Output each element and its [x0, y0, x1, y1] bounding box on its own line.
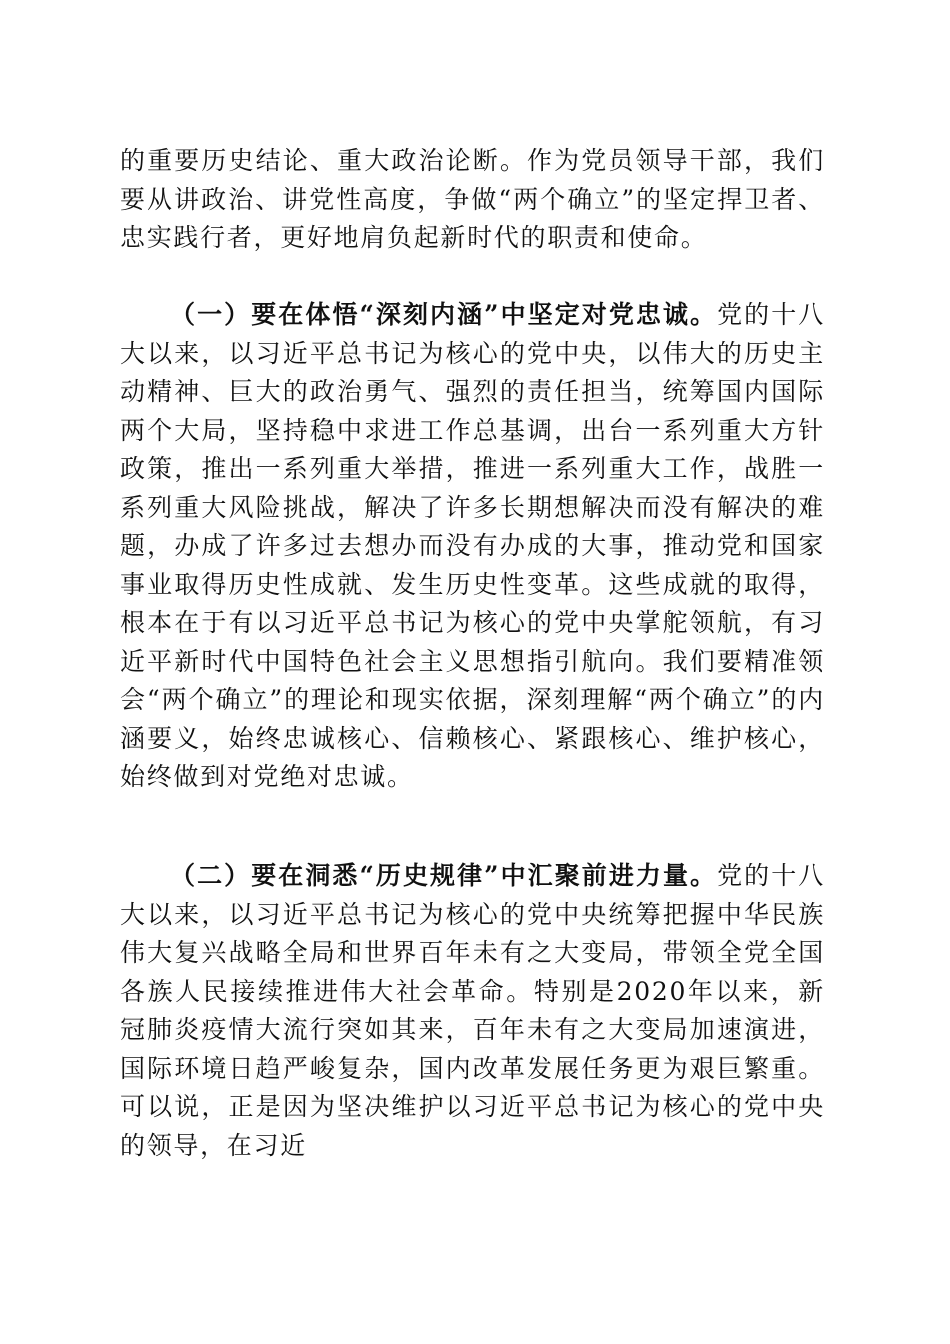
- section-heading: （一）要在体悟“深刻内涵”中坚定对党忠诚。: [170, 300, 718, 329]
- paragraph-section-2: [120, 857, 825, 1165]
- paragraph-body: 党的十八大以来，以习近平总书记为核心的党中央，以伟大的历史主动精神、巨大的政治勇气、强烈的责任担当，统筹国内国际两个大局，坚持稳中求进工作总基调，出台一系列重大方针政策，推出一系列重大举措，推进一系列重大工作，战胜一系列重大风险挑战，解决了许多长期想解决而没有解决的难题，办成了许多过去想办而没有办成的大事，推动党和国家事业取得历史性成就、发生历史性变革。这些成就的取得，根本在于有以习近平总书记为核心的党中央掌舵领航，有习近平新时代中国特色社会主义思想指引航向。我们要精准领会“两个确立”的理论和现实依据，深刻理解“两个确立”的内涵要义，始终忠诚核心、信赖核心、紧跟核心、维护核心，始终做到对党绝对忠诚。: [120, 300, 825, 791]
- paragraph-text: [120, 296, 825, 797]
- paragraph-text: [120, 857, 825, 1165]
- paragraph-body: 的重要历史结论、重大政治论断。作为党员领导干部，我们要从讲政治、讲党性高度，争做“两个确立”的坚定捍卫者、忠实践行者，更好地肩负起新时代的职责和使命。: [120, 146, 825, 252]
- section-heading: （二）要在洞悉“历史规律”中汇聚前进力量。: [170, 861, 718, 890]
- paragraph-continuation: [120, 142, 825, 258]
- paragraph-section-1: [120, 296, 825, 797]
- paragraph-body: 党的十八大以来，以习近平总书记为核心的党中央统筹把握中华民族伟大复兴战略全局和世界百年未有之大变局，带领全党全国各族人民接续推进伟大社会革命。特别是2020年以来，新冠肺炎疫情大流行突如其来，百年未有之大变局加速演进，国际环境日趋严峻复杂，国内改革发展任务更为艰巨繁重。可以说，正是因为坚决维护以习近平总书记为核心的党中央的领导，在习近: [120, 861, 825, 1160]
